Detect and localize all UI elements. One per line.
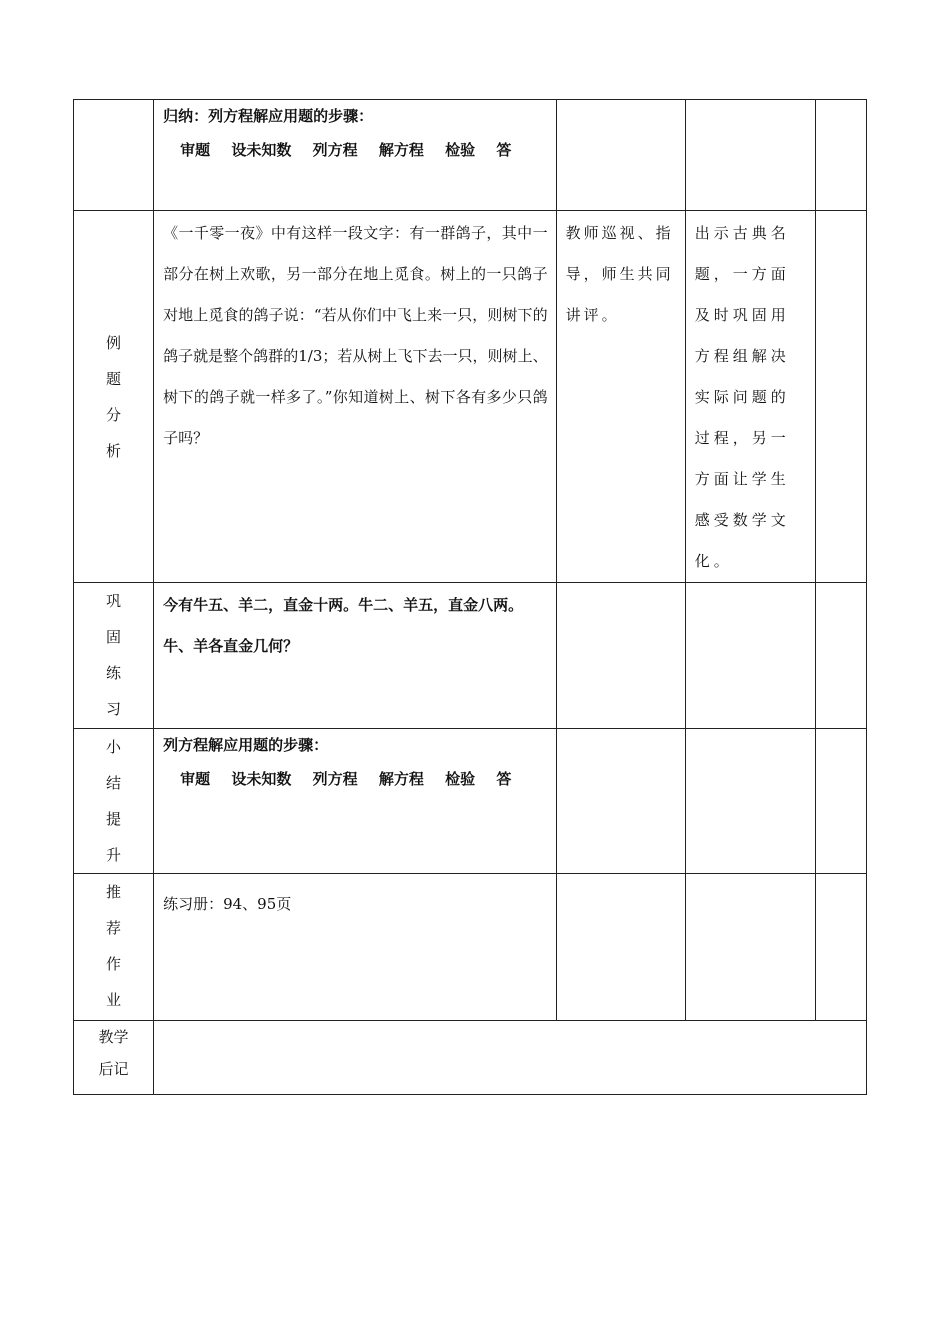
row-example [74, 211, 867, 583]
step-item: 列方程 [312, 770, 358, 788]
row-label-empty [74, 100, 154, 211]
design-intent-text: 出示古典名题，一方面及时巩固用方程组解决实际问题的过程，另一方面让学生感受数学文化。 [685, 211, 815, 583]
step-item: 列方程 [312, 141, 358, 159]
step-item: 设未知数 [231, 141, 292, 159]
practice-label: 巩 固 练 习 [74, 583, 154, 729]
example-label: 例 题 分 析 [74, 211, 154, 583]
summary-top-heading: 归纳：列方程解应用题的步骤： [163, 107, 374, 125]
design-intent-cell [685, 729, 815, 874]
reflection-label: 教学 后记 [74, 1021, 154, 1095]
practice-problem-text: 今有牛五、羊二，直金十两。牛二、羊五，直金八两。牛、羊各直金几何？ [154, 583, 557, 729]
step-item: 设未知数 [231, 770, 292, 788]
remarks-cell [815, 211, 866, 583]
summary-content [154, 729, 557, 874]
homework-label: 推 荐 作 业 [74, 874, 154, 1021]
step-item: 检验 [445, 770, 476, 788]
teacher-activity-cell [556, 874, 685, 1021]
remarks-cell [815, 100, 866, 211]
row-summary-top [74, 100, 867, 211]
step-item: 检验 [445, 141, 476, 159]
homework-text: 练习册：94、95页 [154, 874, 557, 1021]
reflection-content [154, 1021, 867, 1095]
step-item: 答 [496, 770, 512, 788]
lesson-plan-table [73, 99, 867, 1095]
summary-steps [163, 759, 548, 799]
design-intent-cell [685, 100, 815, 211]
example-problem-text: 《一千零一夜》中有这样一段文字：有一群鸽子，其中一部分在树上欢歌，另一部分在地上觅食。树上的一只鸽子对地上觅食的鸽子说：“若从你们中飞上来一只，则树下的鸽子就是整个鸽群的1/3；若从树上飞下去一只，则树上、树下的鸽子就一样多了。”你知道树上、树下各有多少只鸽子吗？ [154, 211, 557, 583]
row-reflection [74, 1021, 867, 1095]
teacher-activity-text: 教师巡视、指导，师生共同讲评。 [556, 211, 685, 583]
design-intent-cell [685, 583, 815, 729]
step-item: 解方程 [378, 770, 424, 788]
summary-top-steps [163, 130, 548, 170]
summary-label: 小 结 提 升 [74, 729, 154, 874]
teacher-activity-cell [556, 583, 685, 729]
remarks-cell [815, 583, 866, 729]
row-homework [74, 874, 867, 1021]
teacher-activity-cell [556, 100, 685, 211]
step-item: 答 [496, 141, 512, 159]
teacher-activity-cell [556, 729, 685, 874]
step-item: 审题 [180, 770, 211, 788]
row-summary [74, 729, 867, 874]
summary-heading: 列方程解应用题的步骤： [163, 736, 329, 754]
design-intent-cell [685, 874, 815, 1021]
row-practice [74, 583, 867, 729]
summary-top-content [154, 100, 557, 211]
remarks-cell [815, 874, 866, 1021]
remarks-cell [815, 729, 866, 874]
step-item: 审题 [180, 141, 211, 159]
step-item: 解方程 [378, 141, 424, 159]
